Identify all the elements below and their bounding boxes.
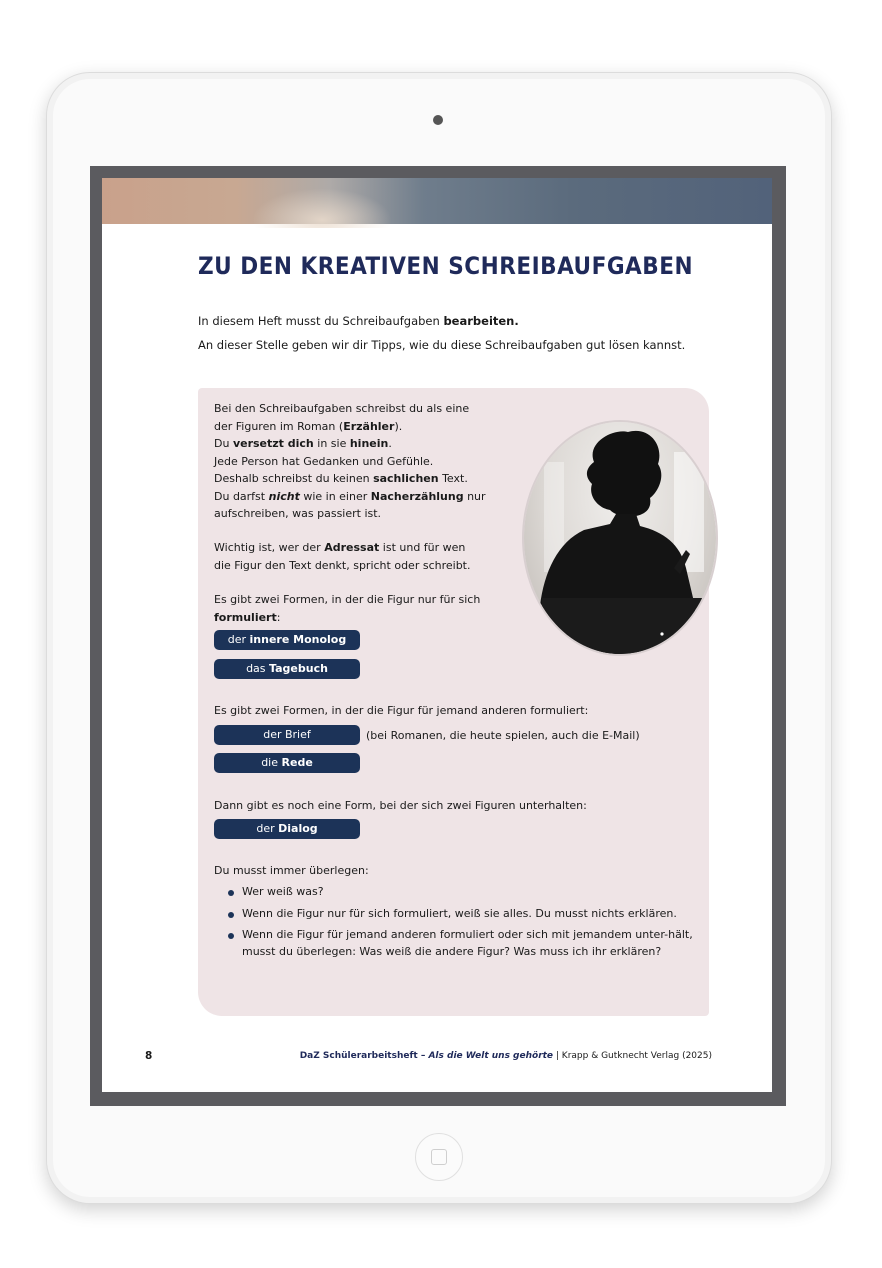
camera-icon: [433, 115, 443, 125]
pill-dialog: der Dialog: [214, 819, 360, 839]
brief-note: (bei Romanen, die heute spielen, auch die E-Mail): [366, 729, 640, 742]
pill-tagebuch: das Tagebuch: [214, 659, 360, 679]
list-item: Wer weiß was?: [214, 884, 694, 901]
pill-innerer-monolog: der innere Monolog: [214, 630, 360, 650]
paragraph-consider: Du musst immer überlegen:: [214, 864, 369, 877]
pill-rede: die Rede: [214, 753, 360, 773]
list-item: Wenn die Figur für jemand anderen formuliert oder sich mit jemandem unter-hält, musst du überlegen: Was weiß die andere Figur? Was muss ich ihr erklären?: [214, 927, 694, 960]
tablet-screen: [90, 166, 786, 1106]
paragraph-self-forms: Es gibt zwei Formen, in der die Figur nur für sich formuliert:: [214, 593, 481, 624]
tips-box: [198, 388, 709, 1016]
page-title: ZU DEN KREATIVEN SCHREIBAUFGABEN: [198, 252, 694, 280]
page-number: 8: [145, 1050, 153, 1062]
pill-brief: der Brief: [214, 725, 360, 745]
home-button[interactable]: [415, 1133, 463, 1181]
footer-source: DaZ Schülerarbeitsheft – Als die Welt uns gehörte | Krapp & Gutknecht Verlag (2025): [299, 1051, 712, 1061]
paragraph-addressee: Wichtig ist, wer der Adressat ist und für wen die Figur den Text denkt, spricht oder schreibt.: [214, 541, 471, 572]
document-page: [102, 178, 772, 1092]
list-item: Wenn die Figur nur für sich formuliert, weiß sie alles. Du musst nichts erklären.: [214, 906, 694, 923]
intro-line-1: In diesem Heft musst du Schreibaufgaben bearbeiten.: [198, 314, 519, 328]
paragraph-perspective: Bei den Schreibaufgaben schreibst du als eine der Figuren im Roman (Erzähler). Du versetzt dich in sie hinein. Jede Person hat Gedanken und Gefühle. Deshalb schreibst du keinen sachlichen Text. Du darfst nicht wie in einer Nacherzählung nur aufschreiben, was passiert ist.: [214, 402, 486, 520]
intro-line-2: An dieser Stelle geben wir dir Tipps, wie du diese Schreibaufgaben gut lösen kannst.: [198, 338, 686, 352]
consider-list: [214, 884, 694, 965]
header-sky-image: [102, 178, 772, 224]
writer-silhouette-image: [524, 422, 716, 654]
paragraph-other-forms: Es gibt zwei Formen, in der die Figur für jemand anderen formuliert:: [214, 704, 589, 717]
paragraph-dialog-form: Dann gibt es noch eine Form, bei der sich zwei Figuren unterhalten:: [214, 799, 587, 812]
